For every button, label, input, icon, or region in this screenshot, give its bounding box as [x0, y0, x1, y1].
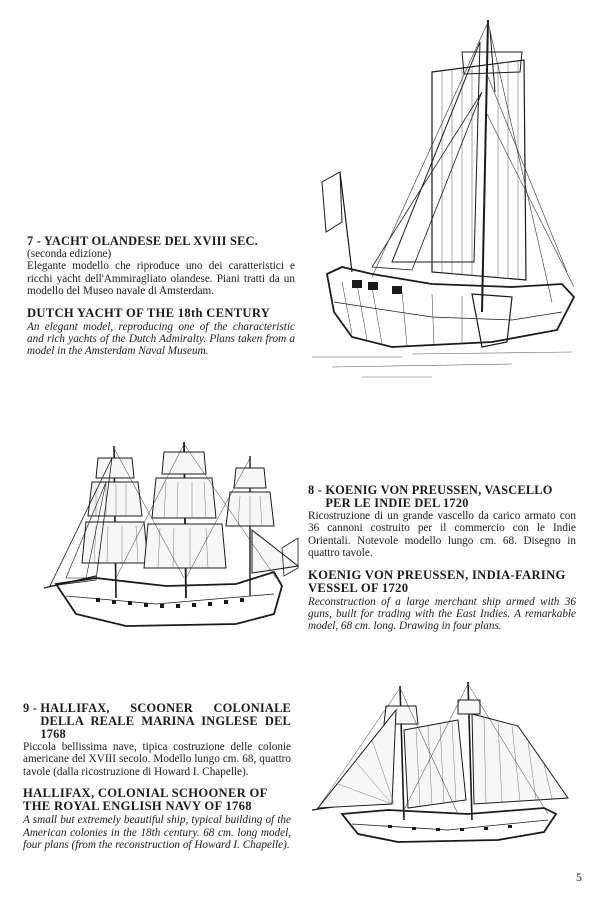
entry-9-en-title: HALLIFAX, COLONIAL SCHOONER OF THE ROYAL ENGLISH NAVY OF 1768 — [23, 786, 268, 814]
dutch-yacht-illustration — [312, 12, 584, 387]
entry-7-en-title: DUTCH YACHT OF THE 18th CENTURY — [27, 305, 271, 320]
entry-9-it-title: 9 - HALLIFAX, SCOONER COLONIALE DELLA REALE MARINA INGLESE DEL 1768 — [23, 701, 291, 741]
entry-8-en-text: Reconstruction of a large merchant ship armed with 36 guns, built for trading with the East Indies. A remarkable model, 68 cm. long. Drawing in four plans. — [308, 595, 576, 633]
entry-9 — [23, 702, 291, 851]
entry-7-it-text: Elegante modello che riproduce uno dei caratteristici e ricchi yacht dell'Ammiragliato olandese. Piani tratti da un modello del Museo navale di Amsterdam. — [27, 260, 295, 298]
entry-9-it-text: Piccola bellissima nave, tipica costruzione delle colonie americane del XVIII secolo. Modello lungo cm. 68, quattro tavole (dalla ricostruzione di Howard I. Chapelle). — [23, 741, 291, 778]
koenig-von-preussen-illustration — [36, 438, 304, 634]
entry-7-it-subtitle: (seconda edizione) — [27, 248, 112, 260]
entry-8 — [308, 484, 576, 633]
entry-8-it-title: 8 - KOENIG VON PREUSSEN, VASCELLO PER LE INDIE DEL 1720 — [308, 483, 553, 510]
entry-9-en-text: A small but extremely beautiful ship, typical building of the American colonies in the 18th century. 68 cm. long model, four plans (from the reconstruction of Howard I. Chapelle). — [23, 814, 291, 852]
entry-7-it-title: 7 - YACHT OLANDESE DEL XVIII SEC. — [27, 234, 258, 248]
entry-8-en-title: KOENIG VON PREUSSEN, INDIA-FARING VESSEL OF 1720 — [308, 567, 566, 595]
hallifax-schooner-illustration — [308, 680, 576, 860]
entry-8-it-text: Ricostruzione di un grande vascello da carico armato con 36 cannoni costruito per il commercio con le Indie Orientali. Notevole modello lungo cm. 68. Disegno in quattro tavole. — [308, 510, 576, 560]
dutch-yacht-drawing — [312, 12, 584, 387]
koenig-von-preussen-drawing — [36, 438, 304, 634]
page-number: 5 — [576, 870, 582, 884]
hallifax-schooner-drawing — [308, 680, 576, 860]
entry-7 — [27, 235, 295, 358]
entry-7-en-text: An elegant model, reproducing one of the characteristic and rich yachts of the Dutch Admiralty. Plans taken from a model in the Amsterdam Naval Museum. — [27, 320, 295, 358]
